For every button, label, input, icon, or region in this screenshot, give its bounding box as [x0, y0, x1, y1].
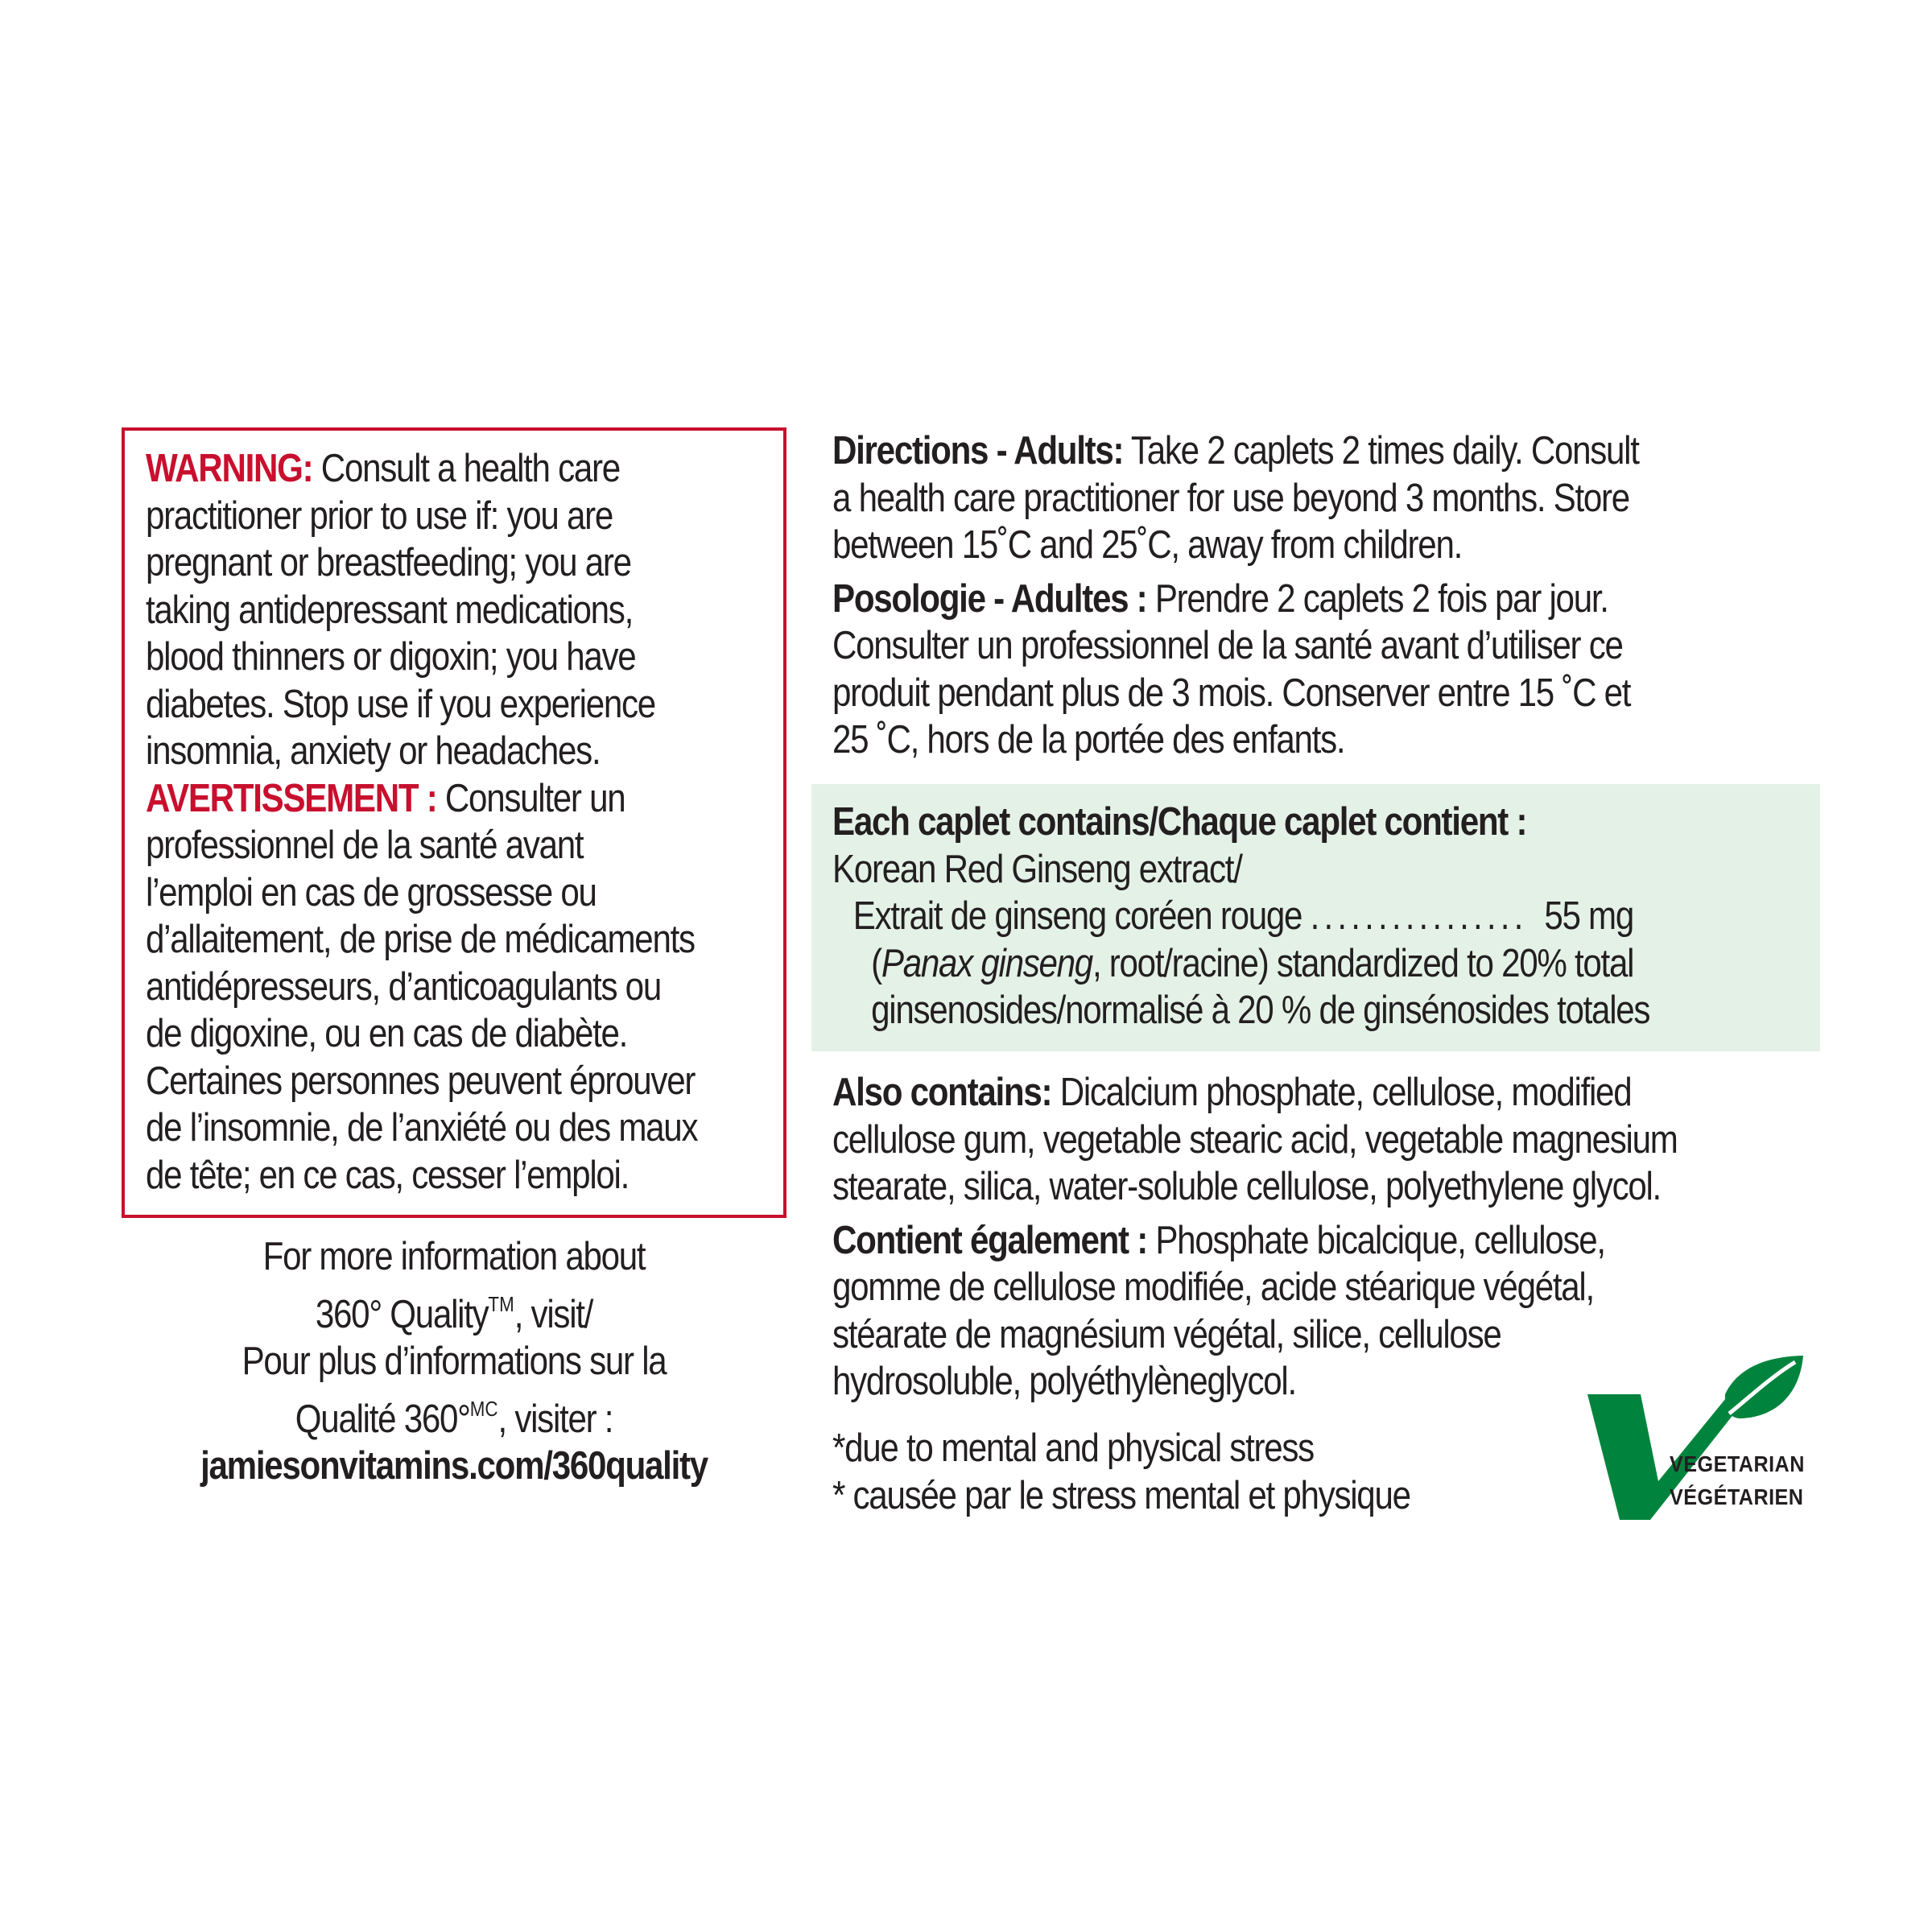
quality-url[interactable]: jamiesonvitamins.com/360quality: [200, 1444, 708, 1488]
also-contains-line: stearate, silica, water-soluble cellulose, polyethylene glycol.: [832, 1165, 1661, 1208]
directions-line: between 15˚C and 25˚C, away from children.: [832, 523, 1463, 567]
trademark-sup: MC: [469, 1396, 498, 1421]
ingredient-detail: , root/racine) standardized to 20% total: [1092, 941, 1634, 985]
ingredient-name-fr: Extrait de ginseng coréen rouge: [852, 894, 1302, 938]
directions-line: Consulter un professionnel de la santé avant d’utiliser ce: [832, 624, 1623, 667]
warning-line: Consult a health care: [312, 447, 620, 490]
also-contains-heading-fr: Contient également :: [832, 1218, 1147, 1262]
medicinal-ingredients-panel: [811, 784, 1820, 1051]
warning-line: diabetes. Stop use if you experience: [146, 682, 655, 726]
directions-line: a health care practitioner for use beyond 3 months. Store: [832, 476, 1629, 520]
warning-heading-en: WARNING:: [146, 447, 313, 490]
also-contains-line: gomme de cellulose modifiée, acide stéarique végétal,: [832, 1265, 1594, 1309]
directions-line: Prendre 2 caplets 2 fois par jour.: [1146, 576, 1608, 621]
also-contains-line: Dicalcium phosphate, cellulose, modified: [1051, 1071, 1632, 1114]
warning-line: pregnant or breastfeeding; you are: [146, 541, 631, 584]
warning-line: de tête; en ce cas, cesser l’emploi.: [146, 1153, 630, 1197]
ingredient-amount: 55 mg: [1544, 894, 1634, 938]
ingredient-species: Panax ginseng: [881, 941, 1092, 985]
directions-line: 25 ˚C, hors de la portée des enfants.: [832, 718, 1345, 762]
warning-line: l’emploi en cas de grossesse ou: [146, 870, 597, 914]
ingredient-detail: ginsenosides/normalisé à 20 % de ginsénosides totales: [871, 989, 1650, 1032]
warning-line: professionnel de la santé avant: [146, 824, 584, 867]
directions: [832, 427, 1639, 764]
warning-line: taking antidepressant medications,: [146, 588, 634, 632]
warning-line: de digoxine, ou en cas de diabète.: [146, 1012, 628, 1055]
footnote-fr: * causée par le stress mental et physique: [832, 1473, 1410, 1517]
ingredients-text: [832, 799, 1649, 1034]
directions-heading-en: Directions - Adults:: [832, 429, 1124, 473]
info-line: For more information about: [262, 1235, 646, 1278]
info-line: 360° Quality: [315, 1292, 489, 1336]
warning-line: practitioner prior to use if: you are: [146, 493, 613, 538]
quality-info-text: [64, 1233, 844, 1490]
warning-line: insomnia, anxiety or headaches.: [146, 729, 601, 773]
ingredient-name-en: Korean Red Ginseng extract/: [832, 847, 1242, 891]
directions-heading-fr: Posologie - Adultes :: [832, 576, 1147, 621]
directions-line: Take 2 caplets 2 times daily. Consult: [1123, 429, 1639, 473]
leader-dots: ................: [1310, 894, 1528, 938]
info-line: , visiter :: [497, 1397, 613, 1441]
footnote-en: *due to mental and physical stress: [832, 1426, 1314, 1470]
warning-heading-fr: AVERTISSEMENT :: [146, 776, 437, 820]
also-contains-line: stéarate de magnésium végétal, silice, cellulose: [832, 1312, 1501, 1356]
warning-line: blood thinners or digoxin; you have: [146, 635, 636, 679]
vegetarian-label-en: VEGETARIAN: [1670, 1451, 1805, 1476]
warning-line: Certaines personnes peuvent éprouver: [146, 1059, 696, 1103]
warning-line: de l’insomnie, de l’anxiété ou des maux: [146, 1106, 698, 1150]
warning-text: [146, 445, 697, 1199]
warning-line: d’allaitement, de prise de médicaments: [146, 918, 695, 961]
quality-info: [0, 1233, 908, 1490]
info-line: Pour plus d’informations sur la: [242, 1340, 667, 1383]
trademark-sup: TM: [488, 1291, 514, 1316]
vegetarian-label-fr: VÉGÉTARIEN: [1670, 1484, 1804, 1509]
also-contains-line: Phosphate bicalcique, cellulose,: [1146, 1218, 1605, 1262]
ingredients-heading: Each caplet contains/Chaque caplet contient :: [832, 800, 1527, 844]
also-contains-line: cellulose gum, vegetable stearic acid, vegetable magnesium: [832, 1117, 1678, 1162]
warning-box: [122, 427, 786, 1218]
info-line: , visit/: [514, 1292, 593, 1336]
also-contains-line: hydrosoluble, polyéthylèneglycol.: [832, 1360, 1296, 1403]
warning-line: antidépresseurs, d’anticoagulants ou: [146, 964, 661, 1009]
also-contains-heading-en: Also contains:: [832, 1071, 1052, 1114]
non-medicinal-ingredients: [832, 1069, 1678, 1406]
ingredient-detail: (: [871, 941, 881, 985]
footnotes: [832, 1425, 1410, 1519]
info-line: Qualité 360°: [295, 1397, 470, 1441]
warning-line: Consulter un: [436, 776, 625, 820]
directions-line: produit pendant plus de 3 mois. Conserver entre 15 ˚C et: [832, 671, 1631, 715]
